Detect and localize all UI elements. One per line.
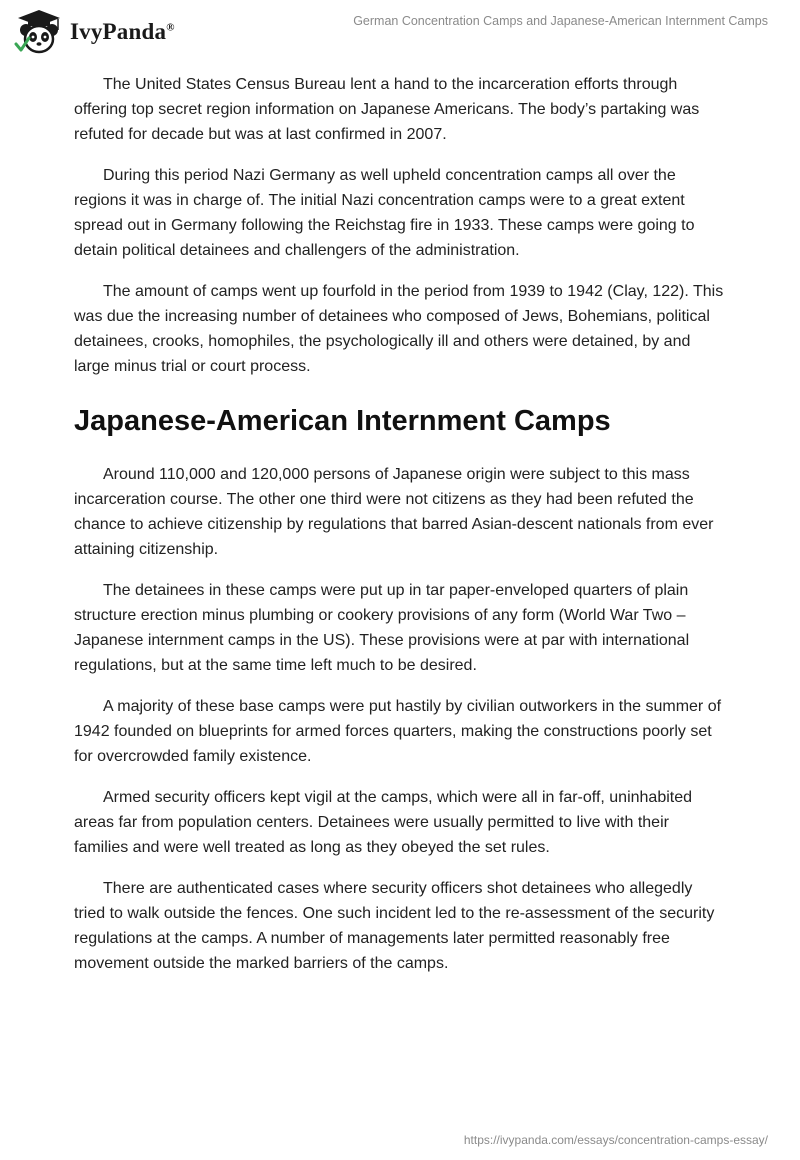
paragraph: There are authenticated cases where security officers shot detainees who allegedly tried to walk outside the fences. One such incident led to the re-assessment of the security regulations at the camps. A number of managements later permitted reasonably free movement outside the marked barriers of the camps.	[74, 880, 715, 972]
section-heading: Japanese-American Internment Camps	[74, 405, 611, 437]
paragraph: The detainees in these camps were put up in tar paper-enveloped quarters of plain structure erection minus plumbing or cookery provisions of any form (World War Two – Japanese internment camps in the US). These provisions were at par with international regulations, but at the same time left much to be desired.	[74, 582, 690, 674]
paragraph: Around 110,000 and 120,000 persons of Japanese origin were subject to this mass incarceration course. The other one third were not citizens as they had been refuted the chance to achieve citizenship by regulations that barred Asian-descent nationals from ever attaining citizenship.	[74, 466, 714, 558]
paragraph: The amount of camps went up fourfold in the period from 1939 to 1942 (Clay, 122). This was due the increasing number of detainees who composed of Jews, Bohemians, political detainees, crooks, homophiles, the psychologically ill and others were detained, by and large minus trial or court process.	[74, 283, 724, 375]
paragraph: Armed security officers kept vigil at the camps, which were all in far-off, uninhabited areas far from population centers. Detainees were usually permitted to live with their families and were well treated as long as they obeyed the set rules.	[74, 789, 693, 856]
ivypanda-logo[interactable]	[14, 8, 175, 56]
paragraph: A majority of these base camps were put hastily by civilian outworkers in the summer of 1942 founded on blueprints for armed forces quarters, making the constructions poorly set for overcrowded family existence.	[74, 698, 722, 765]
panda-graduate-icon	[14, 8, 64, 56]
paragraph: During this period Nazi Germany as well upheld concentration camps all over the regions it was in charge of. The initial Nazi concentration camps were to a great extent spread out in Germany following the Reichstag fire in 1933. These camps were going to detain political detainees and challengers of the administration.	[74, 167, 695, 259]
brand-name: IvyPanda®	[70, 19, 175, 44]
page-header	[0, 0, 800, 62]
paragraph: The United States Census Bureau lent a hand to the incarceration efforts through offering top secret region information on Japanese Americans. The body’s partaking was refuted for decade but was at last confirmed in 2007.	[74, 76, 700, 143]
essay-body	[74, 72, 724, 992]
document-title: German Concentration Camps and Japanese-American Internment Camps	[353, 14, 768, 28]
source-url[interactable]: https://ivypanda.com/essays/concentration-camps-essay/	[463, 1133, 768, 1147]
